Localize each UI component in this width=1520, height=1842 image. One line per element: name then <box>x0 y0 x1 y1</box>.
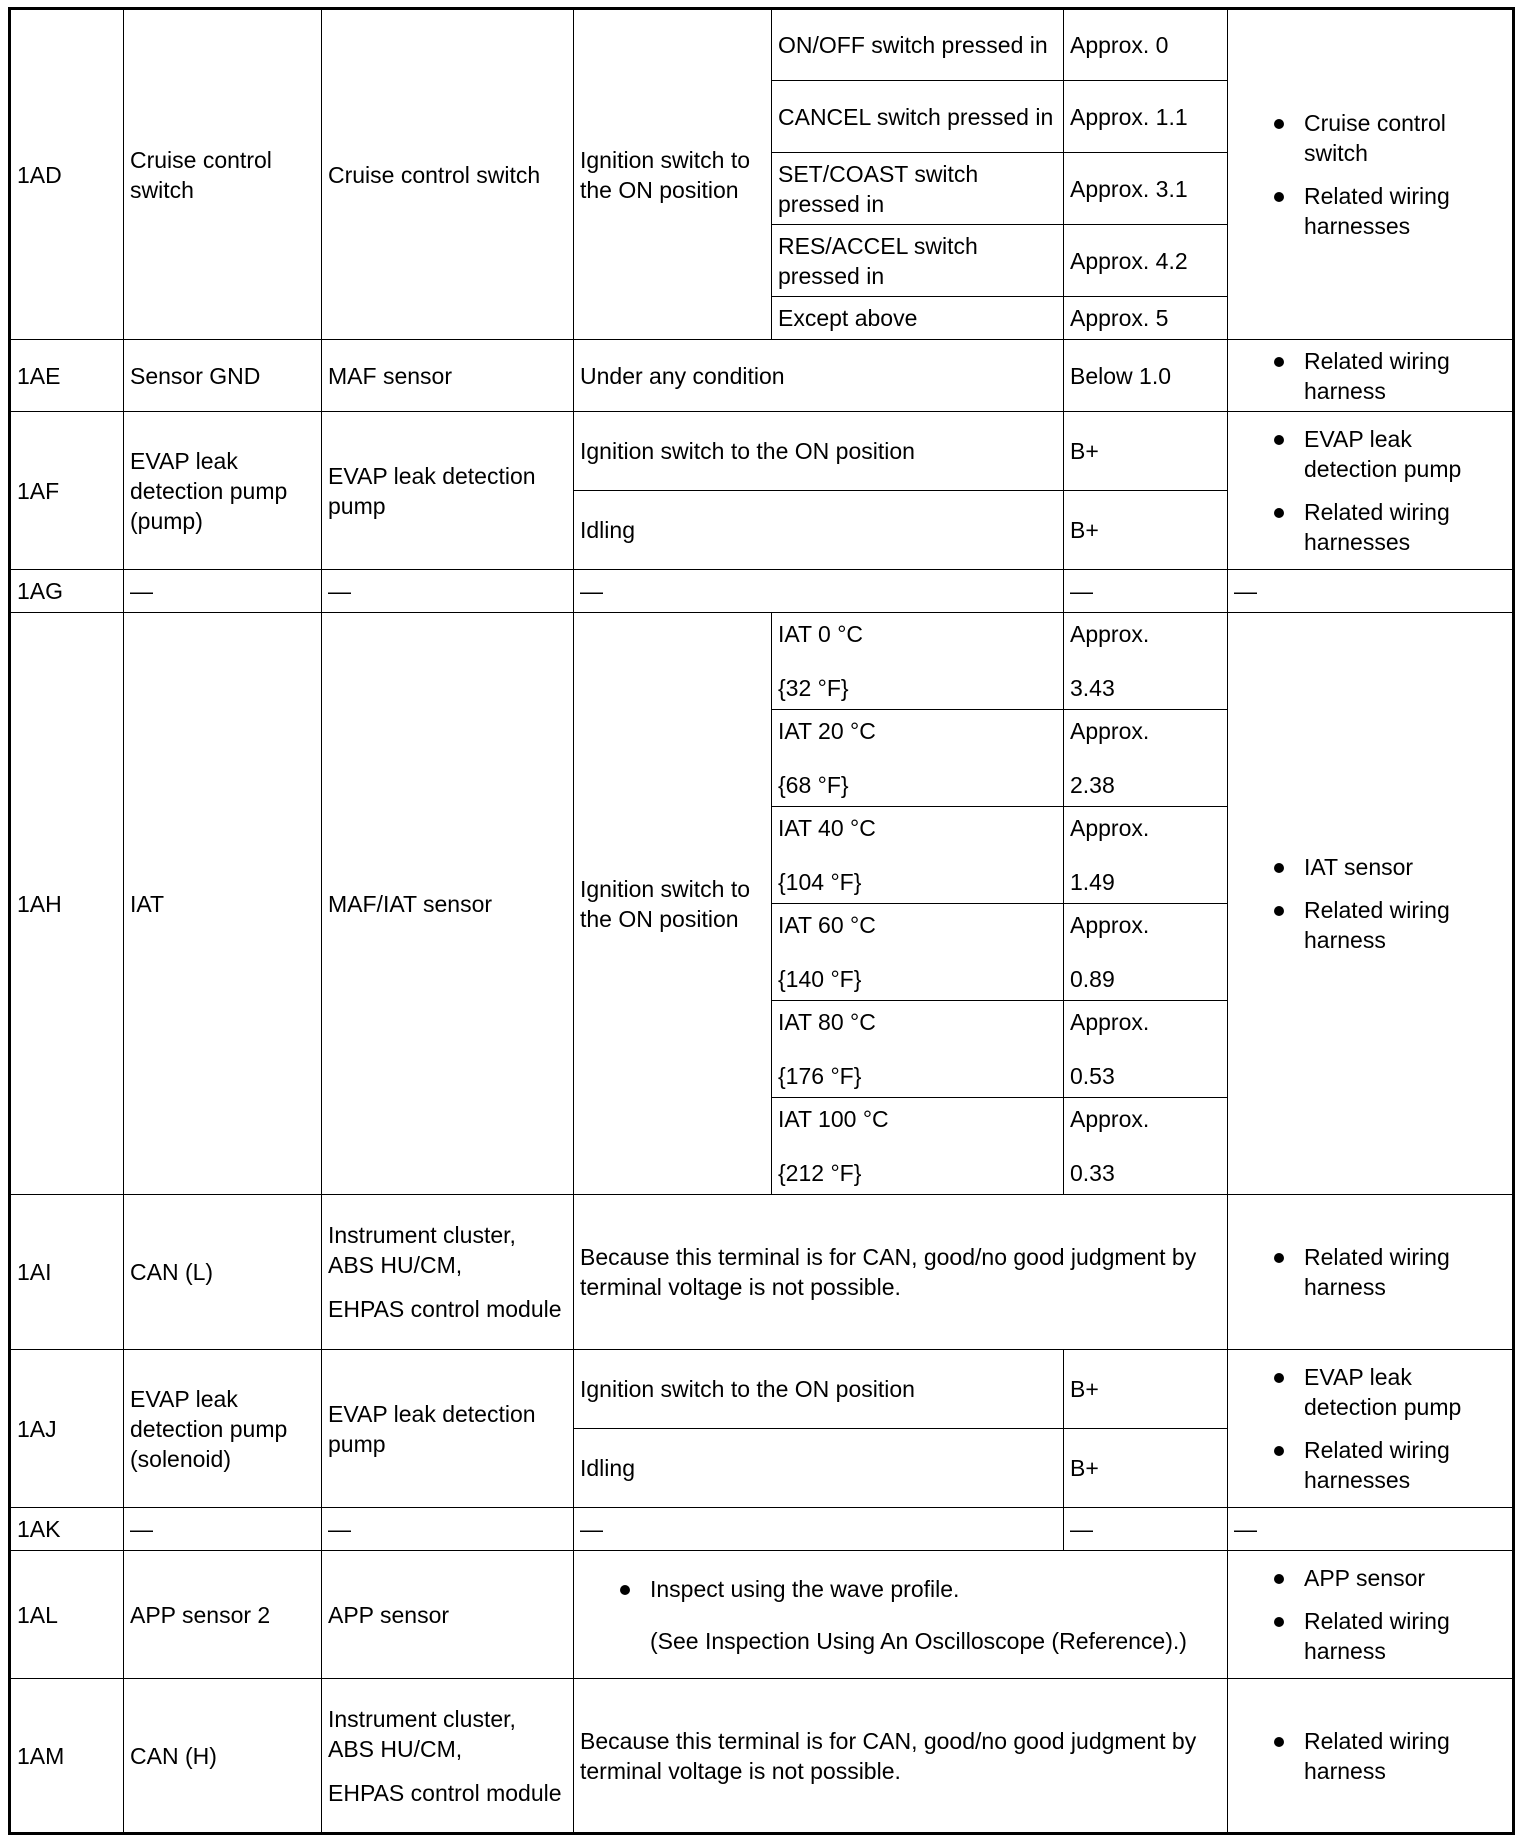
signal-cell: EVAP leak detection pump (solenoid) <box>124 1350 322 1508</box>
signal-cell: CAN (H) <box>124 1679 322 1834</box>
inspection-cell <box>1228 1195 1514 1350</box>
sub-condition-cell: Idling <box>574 1429 1064 1508</box>
oscilloscope-reference-note: (See Inspection Using An Oscilloscope (Reference).) <box>650 1627 1187 1654</box>
temperature-cell <box>772 710 1064 807</box>
voltage-cell: B+ <box>1064 412 1228 491</box>
table-row <box>10 412 1514 491</box>
inspection-item: APP sensor <box>1274 1563 1506 1593</box>
voltage-approx: Approx. <box>1070 718 1150 744</box>
sub-condition-cell: Except above <box>772 297 1064 340</box>
table-row <box>10 613 1514 710</box>
inspection-cell <box>1228 340 1514 412</box>
table-row <box>10 1551 1514 1679</box>
voltage-value: 0.89 <box>1070 966 1115 992</box>
connected-to-cell: — <box>322 570 574 613</box>
connected-to-cell: APP sensor <box>322 1551 574 1679</box>
signal-cell: APP sensor 2 <box>124 1551 322 1679</box>
inspection-item: Related wiring harnesses <box>1274 1435 1506 1495</box>
signal-cell: — <box>124 1508 322 1551</box>
inspection-cell <box>1228 1350 1514 1508</box>
voltage-approx: Approx. <box>1070 912 1150 938</box>
voltage-cell <box>1064 1098 1228 1195</box>
temp-celsius: IAT 100 °C <box>778 1106 889 1132</box>
inspection-item: Related wiring harness <box>1274 1606 1506 1666</box>
temperature-cell <box>772 613 1064 710</box>
wave-inspection-text: Inspect using the wave profile. <box>650 1575 960 1602</box>
temp-fahrenheit: {176 °F} <box>778 1063 862 1089</box>
voltage-cell: Approx. 3.1 <box>1064 153 1228 225</box>
terminal-cell: 1AG <box>10 570 124 613</box>
table-row <box>10 570 1514 613</box>
connected-to-cell <box>322 1195 574 1350</box>
temperature-cell <box>772 1001 1064 1098</box>
voltage-value: 1.49 <box>1070 869 1115 895</box>
voltage-value: 2.38 <box>1070 772 1115 798</box>
voltage-cell <box>1064 1001 1228 1098</box>
sub-condition-cell: Idling <box>574 491 1064 570</box>
connected-to-line: Instrument cluster, ABS HU/CM, <box>328 1705 516 1762</box>
connected-to-cell: EVAP leak detection pump <box>322 412 574 570</box>
temperature-cell <box>772 904 1064 1001</box>
terminal-cell: 1AH <box>10 613 124 1195</box>
inspection-item: Related wiring harness <box>1274 895 1506 955</box>
terminal-cell: 1AD <box>10 9 124 340</box>
table-row <box>10 1195 1514 1350</box>
connected-to-cell: — <box>322 1508 574 1551</box>
wave-inspection-item <box>620 1574 1221 1604</box>
sub-condition-cell: Ignition switch to the ON position <box>574 1350 1064 1429</box>
voltage-value: 3.43 <box>1070 675 1115 701</box>
voltage-cell <box>1064 710 1228 807</box>
voltage-cell: Approx. 1.1 <box>1064 81 1228 153</box>
signal-cell: CAN (L) <box>124 1195 322 1350</box>
connected-to-cell: EVAP leak detection pump <box>322 1350 574 1508</box>
voltage-cell <box>1064 613 1228 710</box>
temp-celsius: IAT 60 °C <box>778 912 876 938</box>
connected-to-line: Instrument cluster, ABS HU/CM, <box>328 1222 516 1278</box>
voltage-approx: Approx. <box>1070 1106 1150 1132</box>
temp-fahrenheit: {32 °F} <box>778 675 849 701</box>
temp-celsius: IAT 40 °C <box>778 815 876 841</box>
condition-cell: Ignition switch to the ON position <box>574 613 772 1195</box>
condition-cell: — <box>574 570 1064 613</box>
sub-condition-cell: RES/ACCEL switch pressed in <box>772 225 1064 297</box>
terminal-cell: 1AF <box>10 412 124 570</box>
voltage-cell: B+ <box>1064 491 1228 570</box>
voltage-cell: — <box>1064 1508 1228 1551</box>
condition-cell: Under any condition <box>574 340 1064 412</box>
terminal-cell: 1AM <box>10 1679 124 1834</box>
voltage-cell <box>1064 904 1228 1001</box>
temp-celsius: IAT 0 °C <box>778 621 864 647</box>
inspection-cell <box>1228 1679 1514 1834</box>
terminal-cell: 1AJ <box>10 1350 124 1508</box>
signal-cell: Sensor GND <box>124 340 322 412</box>
connected-to-cell <box>322 1679 574 1834</box>
table-row <box>10 340 1514 412</box>
table-row <box>10 1679 1514 1834</box>
inspection-cell: — <box>1228 1508 1514 1551</box>
sub-condition-cell: Ignition switch to the ON position <box>574 412 1064 491</box>
temperature-cell <box>772 807 1064 904</box>
signal-cell: — <box>124 570 322 613</box>
inspection-item: EVAP leak detection pump <box>1274 1362 1506 1422</box>
inspection-cell <box>1228 9 1514 340</box>
condition-cell: Ignition switch to the ON position <box>574 9 772 340</box>
voltage-cell <box>1064 807 1228 904</box>
voltage-cell: Approx. 0 <box>1064 9 1228 81</box>
voltage-cell: — <box>1064 570 1228 613</box>
inspection-cell <box>1228 412 1514 570</box>
temp-fahrenheit: {212 °F} <box>778 1160 862 1186</box>
inspection-item: Related wiring harness <box>1274 346 1506 406</box>
condition-cell: — <box>574 1508 1064 1551</box>
voltage-cell: B+ <box>1064 1350 1228 1429</box>
voltage-value: 0.33 <box>1070 1160 1115 1186</box>
table-row <box>10 9 1514 81</box>
voltage-approx: Approx. <box>1070 815 1150 841</box>
temp-fahrenheit: {68 °F} <box>778 772 849 798</box>
voltage-approx: Approx. <box>1070 621 1150 647</box>
signal-cell: IAT <box>124 613 322 1195</box>
temperature-cell <box>772 1098 1064 1195</box>
wave-inspection-cell <box>574 1551 1228 1679</box>
connected-to-cell: MAF sensor <box>322 340 574 412</box>
inspection-item: EVAP leak detection pump <box>1274 424 1506 484</box>
note-cell: Because this terminal is for CAN, good/no good judgment by terminal voltage is not possible. <box>574 1679 1228 1834</box>
voltage-cell: Below 1.0 <box>1064 340 1228 412</box>
temp-celsius: IAT 20 °C <box>778 718 876 744</box>
temp-fahrenheit: {140 °F} <box>778 966 862 992</box>
inspection-item: Related wiring harness <box>1274 1726 1506 1786</box>
inspection-cell: — <box>1228 570 1514 613</box>
terminal-voltage-table-page <box>8 7 1512 1835</box>
sub-condition-cell: CANCEL switch pressed in <box>772 81 1064 153</box>
inspection-item: Related wiring harnesses <box>1274 181 1506 241</box>
inspection-item: Cruise control switch <box>1274 108 1506 168</box>
table-row <box>10 1508 1514 1551</box>
voltage-cell: B+ <box>1064 1429 1228 1508</box>
inspection-item: Related wiring harnesses <box>1274 497 1506 557</box>
connected-to-cell: MAF/IAT sensor <box>322 613 574 1195</box>
connected-to-cell: Cruise control switch <box>322 9 574 340</box>
voltage-cell: Approx. 5 <box>1064 297 1228 340</box>
terminal-cell: 1AL <box>10 1551 124 1679</box>
terminal-cell: 1AK <box>10 1508 124 1551</box>
temp-fahrenheit: {104 °F} <box>778 869 862 895</box>
voltage-approx: Approx. <box>1070 1009 1150 1035</box>
connected-to-line: EHPAS control module <box>328 1779 562 1806</box>
sub-condition-cell: ON/OFF switch pressed in <box>772 9 1064 81</box>
voltage-cell: Approx. 4.2 <box>1064 225 1228 297</box>
note-cell: Because this terminal is for CAN, good/no good judgment by terminal voltage is not possible. <box>574 1195 1228 1350</box>
temp-celsius: IAT 80 °C <box>778 1009 876 1035</box>
voltage-value: 0.53 <box>1070 1063 1115 1089</box>
table-row <box>10 1350 1514 1429</box>
inspection-cell <box>1228 613 1514 1195</box>
terminal-voltage-table <box>8 7 1515 1835</box>
signal-cell: Cruise control switch <box>124 9 322 340</box>
signal-cell: EVAP leak detection pump (pump) <box>124 412 322 570</box>
inspection-item: IAT sensor <box>1274 852 1506 882</box>
inspection-cell <box>1228 1551 1514 1679</box>
terminal-cell: 1AE <box>10 340 124 412</box>
terminal-cell: 1AI <box>10 1195 124 1350</box>
sub-condition-cell: SET/COAST switch pressed in <box>772 153 1064 225</box>
connected-to-line: EHPAS control module <box>328 1296 562 1322</box>
inspection-item: Related wiring harness <box>1274 1242 1506 1302</box>
